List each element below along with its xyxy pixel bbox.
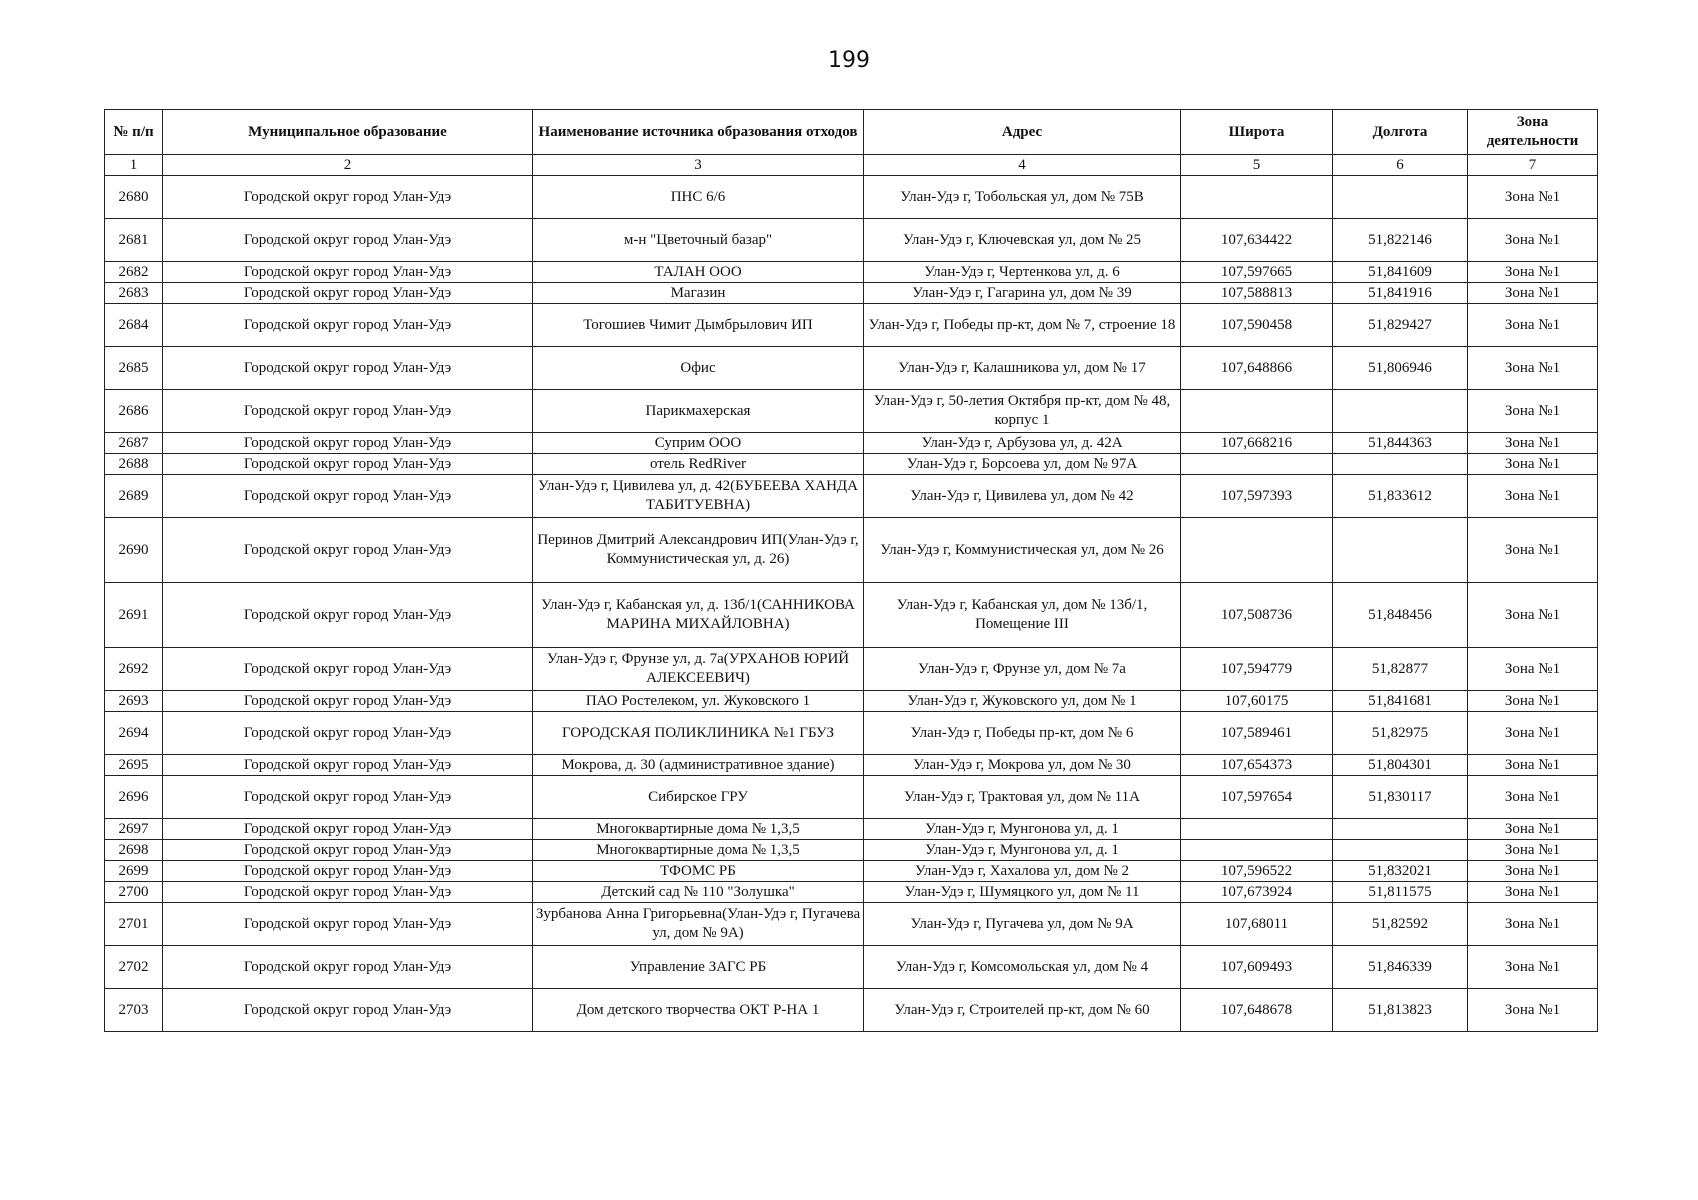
header-cell: № п/п bbox=[105, 110, 163, 155]
source-cell: Тогошиев Чимит Дымбрылович ИП bbox=[533, 304, 864, 347]
column-number: 4 bbox=[864, 155, 1181, 176]
table-body bbox=[105, 176, 1598, 1032]
zone-cell: Зона №1 bbox=[1468, 819, 1598, 840]
source-cell: Перинов Дмитрий Александрович ИП(Улан-Удэ г, Коммунистическая ул, д. 26) bbox=[533, 518, 864, 583]
longitude-cell: 51,848456 bbox=[1333, 583, 1468, 648]
latitude-cell: 107,668216 bbox=[1181, 433, 1333, 454]
header-cell: Широта bbox=[1181, 110, 1333, 155]
row-number-cell: 2702 bbox=[105, 946, 163, 989]
address-cell: Улан-Удэ г, Кабанская ул, дом № 13б/1, Помещение III bbox=[864, 583, 1181, 648]
longitude-cell: 51,813823 bbox=[1333, 989, 1468, 1032]
zone-cell: Зона №1 bbox=[1468, 691, 1598, 712]
zone-cell: Зона №1 bbox=[1468, 840, 1598, 861]
latitude-cell: 107,60175 bbox=[1181, 691, 1333, 712]
source-cell: ТФОМС РБ bbox=[533, 861, 864, 882]
longitude-cell: 51,830117 bbox=[1333, 776, 1468, 819]
latitude-cell bbox=[1181, 518, 1333, 583]
zone-cell: Зона №1 bbox=[1468, 475, 1598, 518]
column-number: 3 bbox=[533, 155, 864, 176]
address-cell: Улан-Удэ г, Чертенкова ул, д. 6 bbox=[864, 262, 1181, 283]
latitude-cell: 107,597393 bbox=[1181, 475, 1333, 518]
table-row bbox=[105, 819, 1598, 840]
source-cell: Мокрова, д. 30 (административное здание) bbox=[533, 755, 864, 776]
municipality-cell: Городской округ город Улан-Удэ bbox=[163, 861, 533, 882]
zone-cell: Зона №1 bbox=[1468, 882, 1598, 903]
longitude-cell: 51,846339 bbox=[1333, 946, 1468, 989]
address-cell: Улан-Удэ г, Победы пр-кт, дом № 6 bbox=[864, 712, 1181, 755]
latitude-cell: 107,673924 bbox=[1181, 882, 1333, 903]
table-row bbox=[105, 283, 1598, 304]
municipality-cell: Городской округ город Улан-Удэ bbox=[163, 903, 533, 946]
zone-cell: Зона №1 bbox=[1468, 583, 1598, 648]
table-row bbox=[105, 475, 1598, 518]
zone-cell: Зона №1 bbox=[1468, 903, 1598, 946]
source-cell: Улан-Удэ г, Цивилева ул, д. 42(БУБЕЕВА ХАНДА ТАБИТУЕВНА) bbox=[533, 475, 864, 518]
municipality-cell: Городской округ город Улан-Удэ bbox=[163, 989, 533, 1032]
longitude-cell: 51,806946 bbox=[1333, 347, 1468, 390]
zone-cell: Зона №1 bbox=[1468, 776, 1598, 819]
municipality-cell: Городской округ город Улан-Удэ bbox=[163, 776, 533, 819]
address-cell: Улан-Удэ г, Победы пр-кт, дом № 7, строение 18 bbox=[864, 304, 1181, 347]
address-cell: Улан-Удэ г, Калашникова ул, дом № 17 bbox=[864, 347, 1181, 390]
column-number: 2 bbox=[163, 155, 533, 176]
address-cell: Улан-Удэ г, Тобольская ул, дом № 75В bbox=[864, 176, 1181, 219]
row-number-cell: 2683 bbox=[105, 283, 163, 304]
municipality-cell: Городской округ город Улан-Удэ bbox=[163, 390, 533, 433]
longitude-cell bbox=[1333, 176, 1468, 219]
row-number-cell: 2692 bbox=[105, 648, 163, 691]
row-number-cell: 2690 bbox=[105, 518, 163, 583]
row-number-cell: 2695 bbox=[105, 755, 163, 776]
address-cell: Улан-Удэ г, Гагарина ул, дом № 39 bbox=[864, 283, 1181, 304]
row-number-cell: 2682 bbox=[105, 262, 163, 283]
table-row bbox=[105, 712, 1598, 755]
zone-cell: Зона №1 bbox=[1468, 347, 1598, 390]
longitude-cell: 51,82877 bbox=[1333, 648, 1468, 691]
column-number: 6 bbox=[1333, 155, 1468, 176]
longitude-cell bbox=[1333, 390, 1468, 433]
table-row bbox=[105, 776, 1598, 819]
header-cell: Наименование источника образования отходов bbox=[533, 110, 864, 155]
municipality-cell: Городской округ город Улан-Удэ bbox=[163, 583, 533, 648]
latitude-cell: 107,508736 bbox=[1181, 583, 1333, 648]
longitude-cell: 51,841681 bbox=[1333, 691, 1468, 712]
municipality-cell: Городской округ город Улан-Удэ bbox=[163, 262, 533, 283]
table-row bbox=[105, 433, 1598, 454]
header-cell: Адрес bbox=[864, 110, 1181, 155]
address-cell: Улан-Удэ г, Борсоева ул, дом № 97А bbox=[864, 454, 1181, 475]
table-row bbox=[105, 882, 1598, 903]
address-cell: Улан-Удэ г, Шумяцкого ул, дом № 11 bbox=[864, 882, 1181, 903]
address-cell: Улан-Удэ г, Комсомольская ул, дом № 4 bbox=[864, 946, 1181, 989]
table-row bbox=[105, 691, 1598, 712]
zone-cell: Зона №1 bbox=[1468, 648, 1598, 691]
address-cell: Улан-Удэ г, 50-летия Октября пр-кт, дом № 48, корпус 1 bbox=[864, 390, 1181, 433]
source-cell: Сибирское ГРУ bbox=[533, 776, 864, 819]
latitude-cell: 107,589461 bbox=[1181, 712, 1333, 755]
source-cell: Магазин bbox=[533, 283, 864, 304]
longitude-cell bbox=[1333, 819, 1468, 840]
municipality-cell: Городской округ город Улан-Удэ bbox=[163, 712, 533, 755]
table-row bbox=[105, 390, 1598, 433]
source-cell: Зурбанова Анна Григорьевна(Улан-Удэ г, Пугачева ул, дом № 9А) bbox=[533, 903, 864, 946]
longitude-cell: 51,841609 bbox=[1333, 262, 1468, 283]
waste-sources-table bbox=[104, 109, 1598, 1032]
row-number-cell: 2693 bbox=[105, 691, 163, 712]
zone-cell: Зона №1 bbox=[1468, 283, 1598, 304]
source-cell: ПНС 6/6 bbox=[533, 176, 864, 219]
table-row bbox=[105, 989, 1598, 1032]
longitude-cell bbox=[1333, 454, 1468, 475]
address-cell: Улан-Удэ г, Коммунистическая ул, дом № 26 bbox=[864, 518, 1181, 583]
municipality-cell: Городской округ город Улан-Удэ bbox=[163, 819, 533, 840]
row-number-cell: 2691 bbox=[105, 583, 163, 648]
longitude-cell: 51,811575 bbox=[1333, 882, 1468, 903]
table-row bbox=[105, 903, 1598, 946]
zone-cell: Зона №1 bbox=[1468, 861, 1598, 882]
row-number-cell: 2689 bbox=[105, 475, 163, 518]
address-cell: Улан-Удэ г, Мунгонова ул, д. 1 bbox=[864, 819, 1181, 840]
longitude-cell: 51,844363 bbox=[1333, 433, 1468, 454]
column-number: 5 bbox=[1181, 155, 1333, 176]
municipality-cell: Городской округ город Улан-Удэ bbox=[163, 176, 533, 219]
table-row bbox=[105, 755, 1598, 776]
row-number-cell: 2696 bbox=[105, 776, 163, 819]
municipality-cell: Городской округ город Улан-Удэ bbox=[163, 755, 533, 776]
row-number-cell: 2681 bbox=[105, 219, 163, 262]
latitude-cell: 107,588813 bbox=[1181, 283, 1333, 304]
latitude-cell: 107,609493 bbox=[1181, 946, 1333, 989]
latitude-cell: 107,634422 bbox=[1181, 219, 1333, 262]
column-number: 7 bbox=[1468, 155, 1598, 176]
municipality-cell: Городской округ город Улан-Удэ bbox=[163, 283, 533, 304]
source-cell: Управление ЗАГС РБ bbox=[533, 946, 864, 989]
row-number-cell: 2700 bbox=[105, 882, 163, 903]
column-number: 1 bbox=[105, 155, 163, 176]
address-cell: Улан-Удэ г, Трактовая ул, дом № 11А bbox=[864, 776, 1181, 819]
header-cell: Муниципальное образование bbox=[163, 110, 533, 155]
address-cell: Улан-Удэ г, Жуковского ул, дом № 1 bbox=[864, 691, 1181, 712]
latitude-cell: 107,648866 bbox=[1181, 347, 1333, 390]
municipality-cell: Городской округ город Улан-Удэ bbox=[163, 475, 533, 518]
source-cell: Улан-Удэ г, Кабанская ул, д. 13б/1(САННИКОВА МАРИНА МИХАЙЛОВНА) bbox=[533, 583, 864, 648]
latitude-cell: 107,597665 bbox=[1181, 262, 1333, 283]
address-cell: Улан-Удэ г, Фрунзе ул, дом № 7а bbox=[864, 648, 1181, 691]
row-number-cell: 2680 bbox=[105, 176, 163, 219]
table-row bbox=[105, 518, 1598, 583]
table-row bbox=[105, 946, 1598, 989]
header-cell: Долгота bbox=[1333, 110, 1468, 155]
zone-cell: Зона №1 bbox=[1468, 262, 1598, 283]
row-number-cell: 2699 bbox=[105, 861, 163, 882]
source-cell: ГОРОДСКАЯ ПОЛИКЛИНИКА №1 ГБУЗ bbox=[533, 712, 864, 755]
latitude-cell bbox=[1181, 819, 1333, 840]
latitude-cell: 107,68011 bbox=[1181, 903, 1333, 946]
latitude-cell: 107,654373 bbox=[1181, 755, 1333, 776]
longitude-cell: 51,829427 bbox=[1333, 304, 1468, 347]
longitude-cell: 51,822146 bbox=[1333, 219, 1468, 262]
latitude-cell: 107,594779 bbox=[1181, 648, 1333, 691]
zone-cell: Зона №1 bbox=[1468, 176, 1598, 219]
zone-cell: Зона №1 bbox=[1468, 712, 1598, 755]
row-number-cell: 2686 bbox=[105, 390, 163, 433]
source-cell: Дом детского творчества ОКТ Р-НА 1 bbox=[533, 989, 864, 1032]
latitude-cell bbox=[1181, 840, 1333, 861]
zone-cell: Зона №1 bbox=[1468, 946, 1598, 989]
municipality-cell: Городской округ город Улан-Удэ bbox=[163, 946, 533, 989]
latitude-cell: 107,597654 bbox=[1181, 776, 1333, 819]
longitude-cell: 51,804301 bbox=[1333, 755, 1468, 776]
row-number-cell: 2687 bbox=[105, 433, 163, 454]
table-row bbox=[105, 583, 1598, 648]
latitude-cell: 107,648678 bbox=[1181, 989, 1333, 1032]
municipality-cell: Городской округ город Улан-Удэ bbox=[163, 648, 533, 691]
longitude-cell: 51,82975 bbox=[1333, 712, 1468, 755]
source-cell: м-н "Цветочный базар" bbox=[533, 219, 864, 262]
longitude-cell: 51,841916 bbox=[1333, 283, 1468, 304]
municipality-cell: Городской округ город Улан-Удэ bbox=[163, 304, 533, 347]
table-row bbox=[105, 219, 1598, 262]
latitude-cell bbox=[1181, 176, 1333, 219]
source-cell: Многоквартирные дома № 1,3,5 bbox=[533, 840, 864, 861]
row-number-cell: 2703 bbox=[105, 989, 163, 1032]
address-cell: Улан-Удэ г, Мокрова ул, дом № 30 bbox=[864, 755, 1181, 776]
header-row bbox=[105, 110, 1598, 155]
latitude-cell: 107,590458 bbox=[1181, 304, 1333, 347]
source-cell: Многоквартирные дома № 1,3,5 bbox=[533, 819, 864, 840]
address-cell: Улан-Удэ г, Арбузова ул, д. 42А bbox=[864, 433, 1181, 454]
address-cell: Улан-Удэ г, Строителей пр-кт, дом № 60 bbox=[864, 989, 1181, 1032]
zone-cell: Зона №1 bbox=[1468, 433, 1598, 454]
address-cell: Улан-Удэ г, Пугачева ул, дом № 9А bbox=[864, 903, 1181, 946]
address-cell: Улан-Удэ г, Ключевская ул, дом № 25 bbox=[864, 219, 1181, 262]
table-row bbox=[105, 648, 1598, 691]
table-row bbox=[105, 176, 1598, 219]
municipality-cell: Городской округ город Улан-Удэ bbox=[163, 518, 533, 583]
latitude-cell bbox=[1181, 390, 1333, 433]
source-cell: ПАО Ростелеком, ул. Жуковского 1 bbox=[533, 691, 864, 712]
row-number-cell: 2694 bbox=[105, 712, 163, 755]
table-row bbox=[105, 347, 1598, 390]
table-row bbox=[105, 861, 1598, 882]
source-cell: ТАЛАН ООО bbox=[533, 262, 864, 283]
address-cell: Улан-Удэ г, Хахалова ул, дом № 2 bbox=[864, 861, 1181, 882]
row-number-cell: 2697 bbox=[105, 819, 163, 840]
zone-cell: Зона №1 bbox=[1468, 390, 1598, 433]
source-cell: Офис bbox=[533, 347, 864, 390]
longitude-cell bbox=[1333, 840, 1468, 861]
municipality-cell: Городской округ город Улан-Удэ bbox=[163, 433, 533, 454]
longitude-cell bbox=[1333, 518, 1468, 583]
source-cell: отель RedRiver bbox=[533, 454, 864, 475]
zone-cell: Зона №1 bbox=[1468, 219, 1598, 262]
zone-cell: Зона №1 bbox=[1468, 304, 1598, 347]
table-row bbox=[105, 840, 1598, 861]
municipality-cell: Городской округ город Улан-Удэ bbox=[163, 454, 533, 475]
municipality-cell: Городской округ город Улан-Удэ bbox=[163, 347, 533, 390]
municipality-cell: Городской округ город Улан-Удэ bbox=[163, 882, 533, 903]
source-cell: Суприм ООО bbox=[533, 433, 864, 454]
zone-cell: Зона №1 bbox=[1468, 755, 1598, 776]
row-number-cell: 2698 bbox=[105, 840, 163, 861]
table-row bbox=[105, 304, 1598, 347]
longitude-cell: 51,832021 bbox=[1333, 861, 1468, 882]
zone-cell: Зона №1 bbox=[1468, 518, 1598, 583]
header-cell: Зона деятельности bbox=[1468, 110, 1598, 155]
address-cell: Улан-Удэ г, Цивилева ул, дом № 42 bbox=[864, 475, 1181, 518]
row-number-cell: 2701 bbox=[105, 903, 163, 946]
table-row bbox=[105, 262, 1598, 283]
longitude-cell: 51,833612 bbox=[1333, 475, 1468, 518]
page-number: 199 bbox=[828, 48, 870, 73]
longitude-cell: 51,82592 bbox=[1333, 903, 1468, 946]
address-cell: Улан-Удэ г, Мунгонова ул, д. 1 bbox=[864, 840, 1181, 861]
table-row bbox=[105, 454, 1598, 475]
source-cell: Улан-Удэ г, Фрунзе ул, д. 7а(УРХАНОВ ЮРИЙ АЛЕКСЕЕВИЧ) bbox=[533, 648, 864, 691]
zone-cell: Зона №1 bbox=[1468, 989, 1598, 1032]
column-number-row bbox=[105, 155, 1598, 176]
latitude-cell: 107,596522 bbox=[1181, 861, 1333, 882]
row-number-cell: 2684 bbox=[105, 304, 163, 347]
latitude-cell bbox=[1181, 454, 1333, 475]
zone-cell: Зона №1 bbox=[1468, 454, 1598, 475]
municipality-cell: Городской округ город Улан-Удэ bbox=[163, 219, 533, 262]
source-cell: Парикмахерская bbox=[533, 390, 864, 433]
municipality-cell: Городской округ город Улан-Удэ bbox=[163, 840, 533, 861]
municipality-cell: Городской округ город Улан-Удэ bbox=[163, 691, 533, 712]
row-number-cell: 2688 bbox=[105, 454, 163, 475]
row-number-cell: 2685 bbox=[105, 347, 163, 390]
source-cell: Детский сад № 110 "Золушка" bbox=[533, 882, 864, 903]
